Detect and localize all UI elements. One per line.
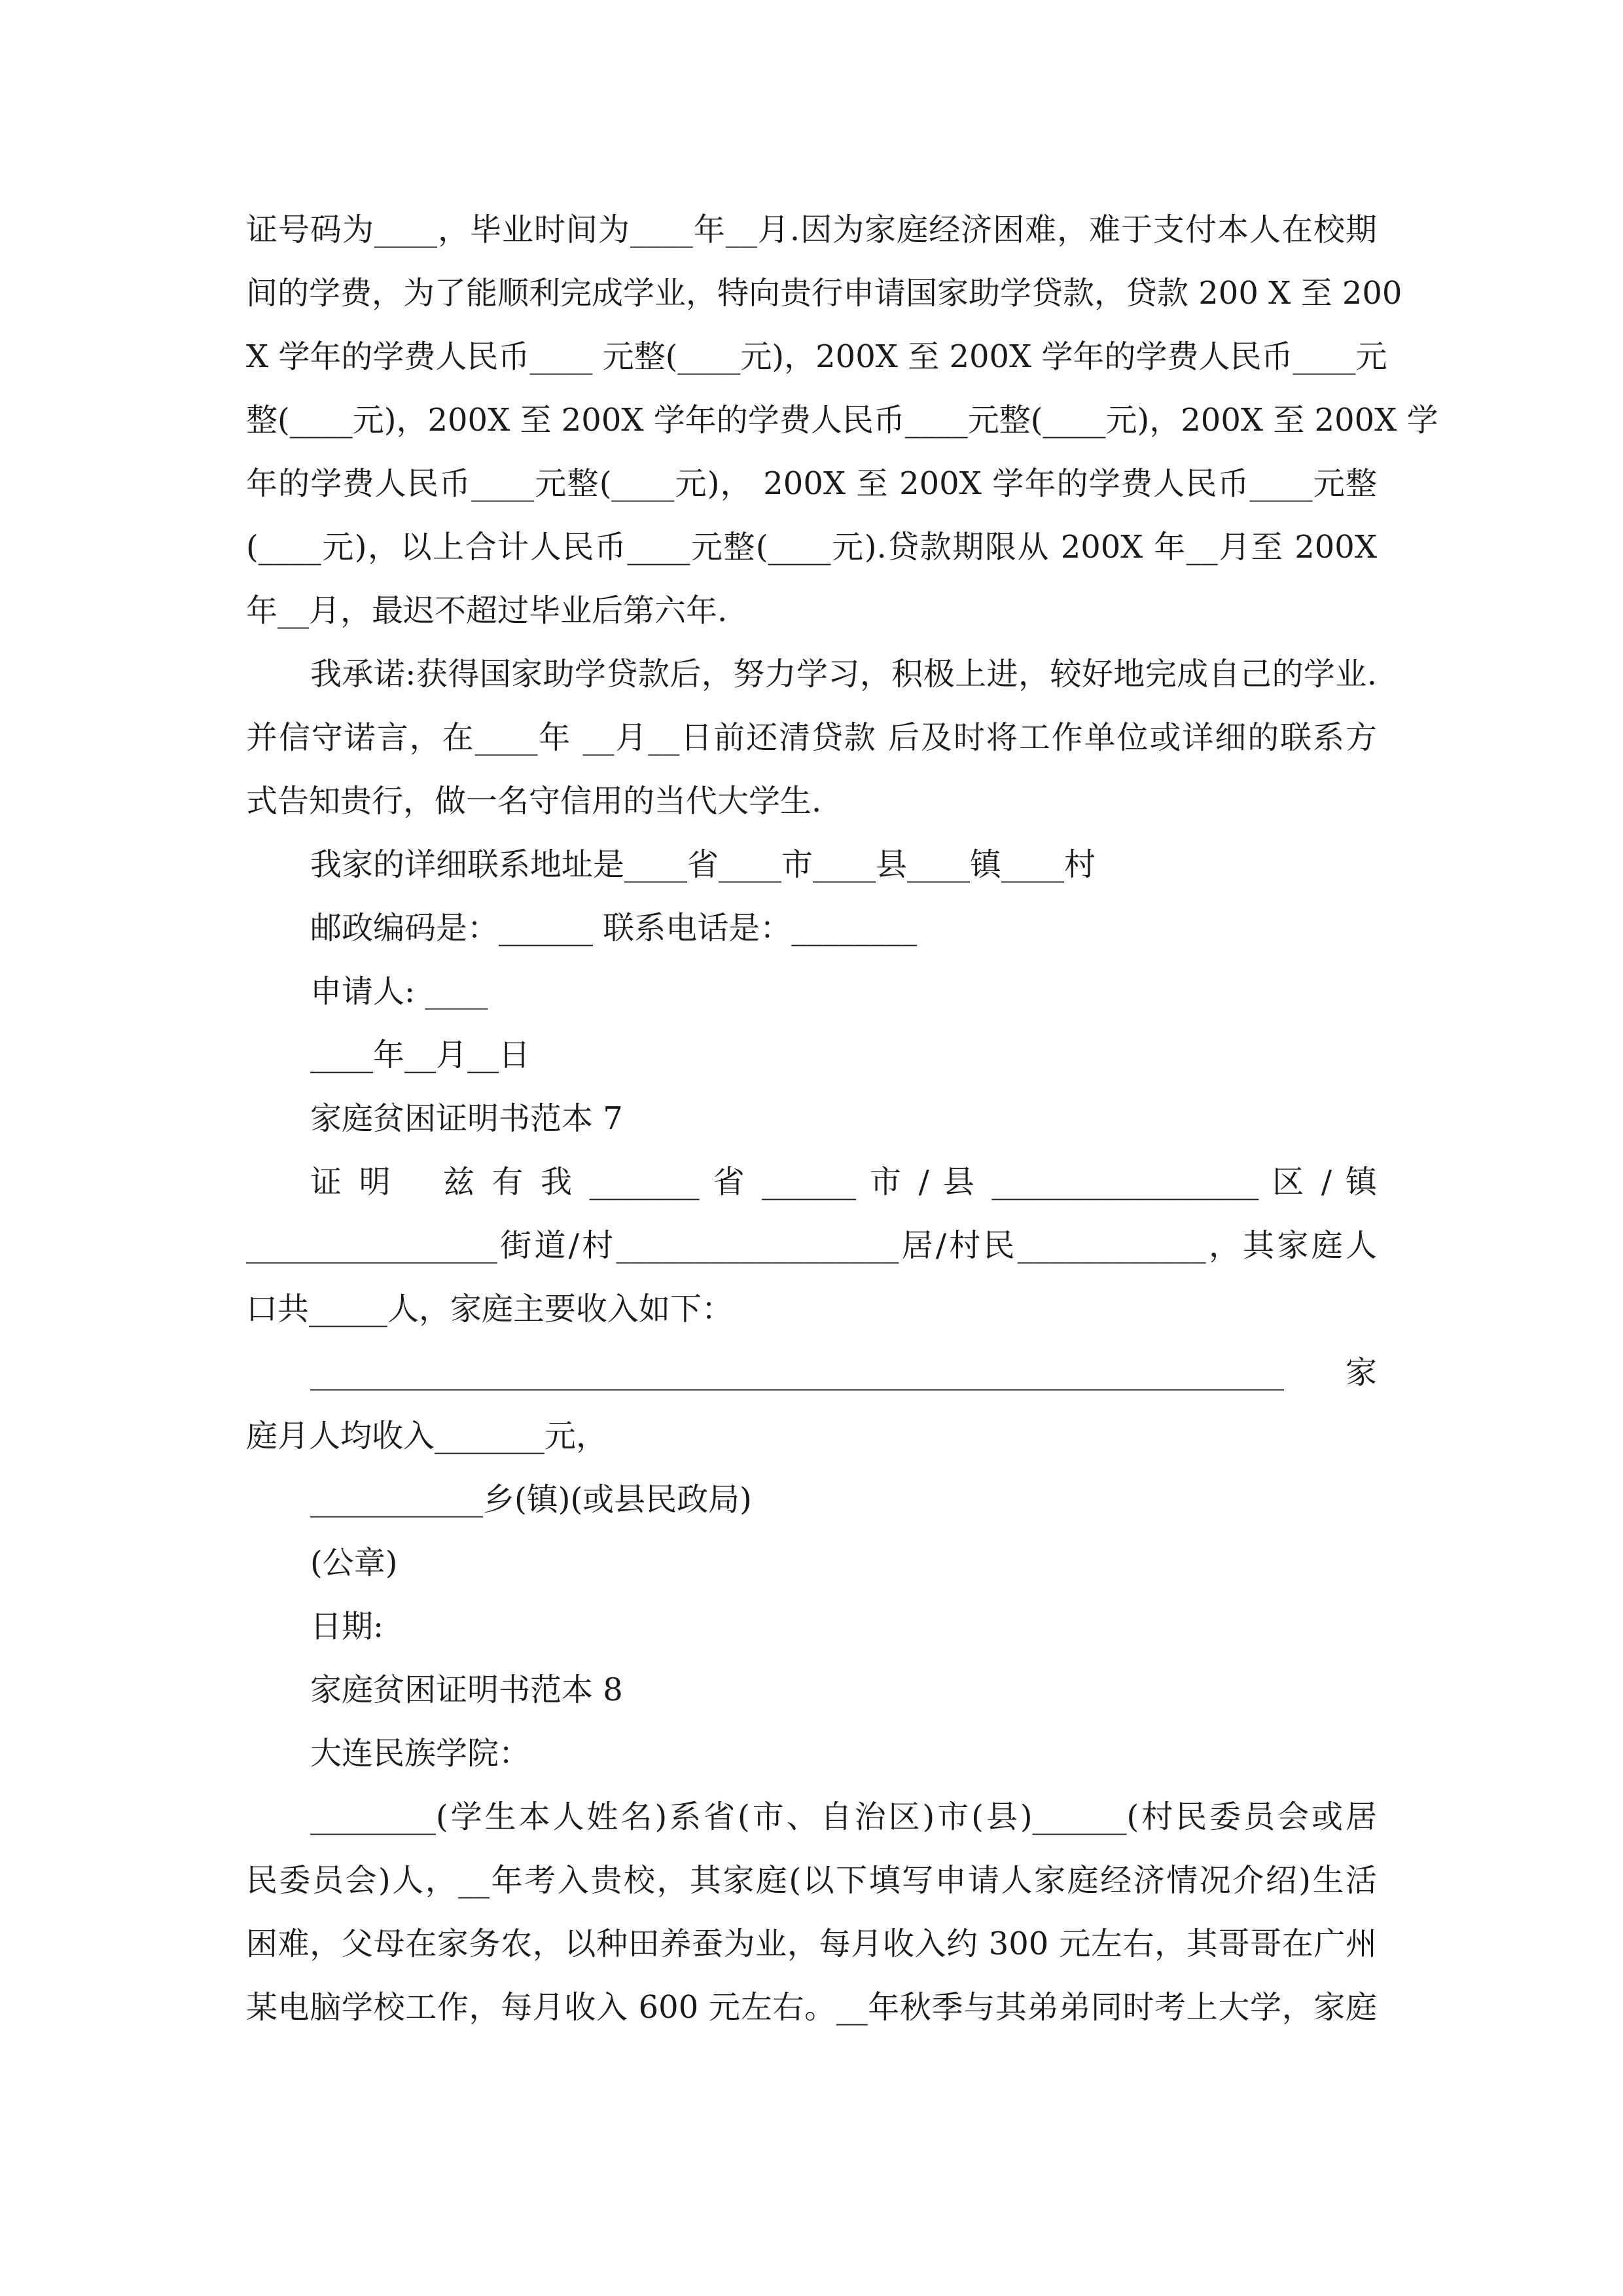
contact-address-line: 我家的详细联系地址是____省____市____县____镇____村 — [310, 846, 1096, 883]
section-heading-7: 家庭贫困证明书范本 7 — [310, 1100, 623, 1137]
text-line-3: X 学年的学费人民币____ 元整(____元)，200X 至 200X 学年的学费人民币____元 — [246, 338, 1387, 375]
certificate-line-2: ________________街道/村__________________居/村民____________，其家庭人 — [246, 1227, 1377, 1264]
text-line-2: 间的学费，为了能顺利完成学业，特向贵行申请国家助学贷款，贷款 200 X 至 200 — [246, 275, 1402, 312]
text-line-8: 我承诺:获得国家助学贷款后，努力学习，积极上进，较好地完成自己的学业. — [310, 656, 1377, 692]
certificate-line-3: 口共_____人，家庭主要收入如下： — [246, 1291, 734, 1327]
letter-line-4: 某电脑学校工作，每月收入 600 元左右。__年秋季与其弟弟同时考上大学，家庭 — [246, 1989, 1377, 2026]
text-line-7: 年__月，最迟不超过毕业后第六年. — [246, 592, 728, 629]
text-line-10: 式告知贵行，做一名守信用的当代大学生. — [246, 783, 822, 819]
date-line: ____年__月__日 — [310, 1037, 531, 1073]
postal-phone-line: 邮政编码是：______ 联系电话是：________ — [310, 910, 918, 946]
text-line-9: 并信守诺言，在____年 __月__日前还清贷款 后及时将工作单位或详细的联系方 — [246, 719, 1377, 756]
certificate-line-1: 证 明 兹 有 我 _______ 省 ______ 市 / 县 _________________ 区 / 镇 — [310, 1164, 1377, 1200]
text-line-5: 年的学费人民币____元整(____元)， 200X 至 200X 学年的学费人民币____元整 — [246, 465, 1377, 502]
letter-line-3: 困难，父母在家务农，以种田养蚕为业，每月收入约 300 元左右，其哥哥在广州 — [246, 1926, 1377, 1962]
text-line-1: 证号码为____，毕业时间为____年__月.因为家庭经济困难，难于支付本人在校期 — [246, 211, 1377, 248]
certificate-line-5: 庭月人均收入_______元， — [246, 1418, 608, 1454]
applicant-line: 申请人: ____ — [310, 973, 488, 1010]
certificate-line-4: ______________________________________________________________家 — [310, 1354, 1377, 1391]
text-line-6: (____元)，以上合计人民币____元整(____元).贷款期限从 200X 年__月至 200X — [246, 529, 1377, 565]
section-heading-8: 家庭贫困证明书范本 8 — [310, 1672, 623, 1708]
certificate-issuer-line: ___________乡(镇)(或县民政局) — [310, 1481, 752, 1518]
official-seal-label: (公章) — [310, 1545, 398, 1581]
letter-line-1: ________(学生本人姓名)系省(市、自治区)市(县)______(村民委员会或居 — [310, 1799, 1377, 1835]
text-line-4: 整(____元)，200X 至 200X 学年的学费人民币____元整(____元)，200X 至 200X 学 — [246, 402, 1438, 439]
certificate-date-label: 日期: — [310, 1608, 384, 1645]
letter-line-2: 民委员会)人，__年考入贵校，其家庭(以下填写申请人家庭经济情况介绍)生活 — [246, 1862, 1377, 1899]
recipient-line: 大连民族学院： — [310, 1735, 531, 1772]
